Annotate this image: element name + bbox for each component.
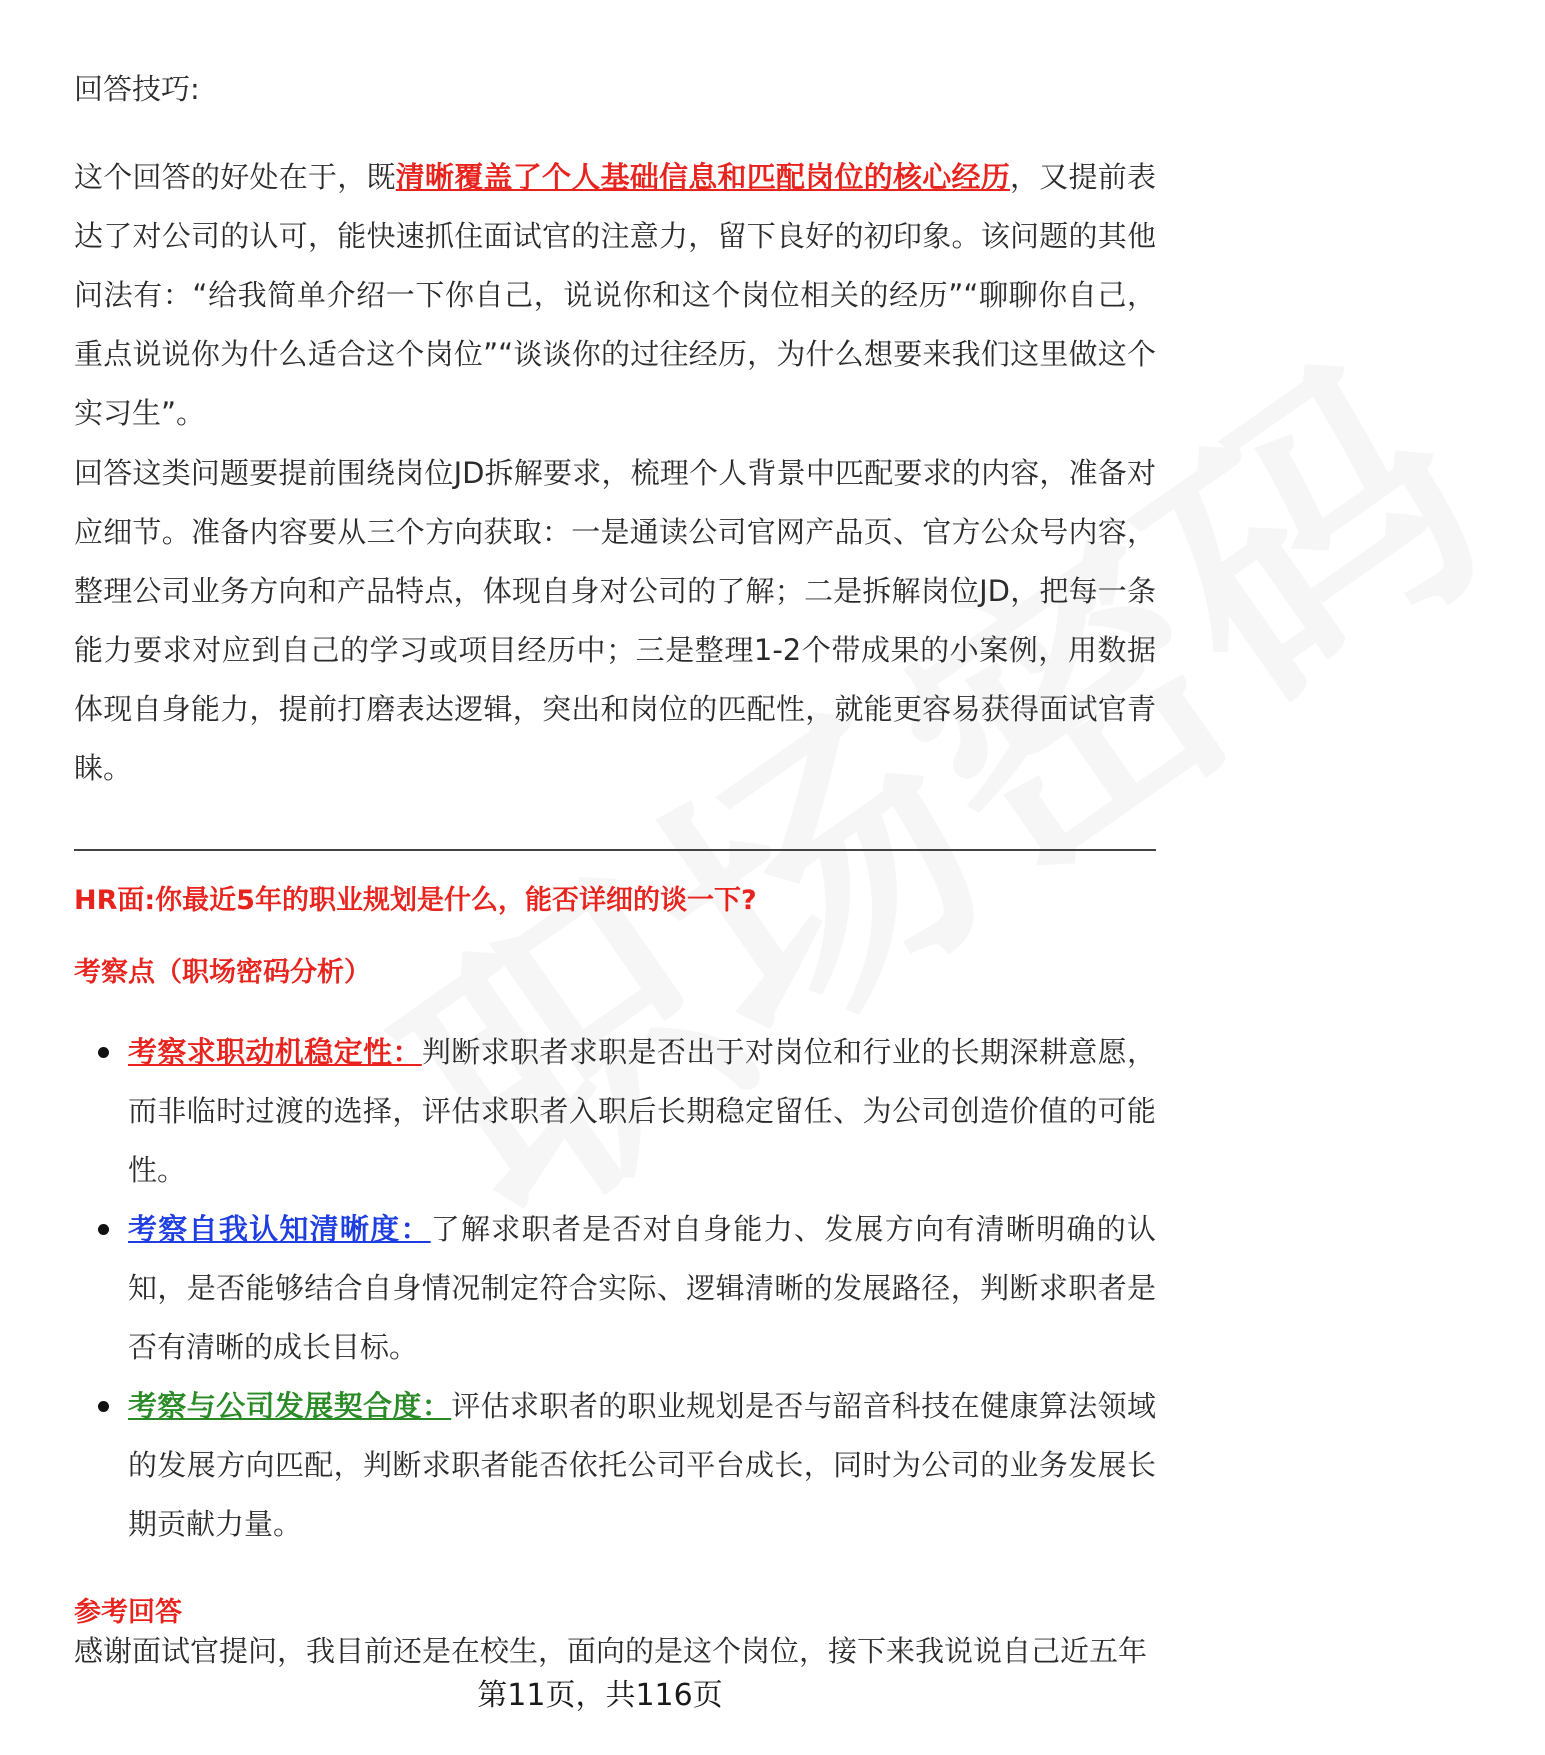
point-label: 考察求职动机稳定性：	[128, 1035, 422, 1069]
list-item	[74, 1377, 1156, 1554]
page-number: 第11页，共116页	[471, 1678, 728, 1713]
list-item	[74, 1200, 1156, 1377]
p1-before: 这个回答的好处在于，既	[74, 160, 396, 194]
tips-label: 回答技巧:	[74, 72, 200, 106]
point-label: 考察与公司发展契合度：	[128, 1389, 452, 1423]
answer-analysis-paragraph	[74, 148, 1156, 443]
page-number-footer	[0, 1670, 1200, 1714]
point-text: 了解求职者是否对自身能力、发展方向有清晰明确的认知，是否能够结合自身情况制定符合实际、逻辑清晰的发展路径，判断求职者是否有清晰的成长目标。	[128, 1212, 1156, 1364]
p1-after: ，又提前表达了对公司的认可，能快速抓住面试官的注意力，留下良好的初印象。该问题的其他问法有：“给我简单介绍一下你自己，说说你和这个岗位相关的经历”“聊聊你自己，重点说说你为什么适合这个岗位”“谈谈你的过往经历，为什么想要来我们这里做这个实习生”。	[74, 160, 1156, 430]
points-heading: 考察点（职场密码分析）	[74, 957, 371, 988]
list-item	[74, 1023, 1156, 1200]
points-list	[74, 1023, 1156, 1554]
p1-highlight: 清晰覆盖了个人基础信息和匹配岗位的核心经历	[395, 160, 1010, 194]
point-label: 考察自我认知清晰度：	[128, 1212, 431, 1246]
reference-heading: 参考回答	[74, 1597, 182, 1628]
point-text: 评估求职者的职业规划是否与韶音科技在健康算法领域的发展方向匹配，判断求职者能否依托公司平台成长，同时为公司的业务发展长期贡献力量。	[128, 1389, 1156, 1541]
section-divider	[74, 849, 1156, 851]
bullet-icon	[98, 1047, 109, 1058]
point-text: 判断求职者求职是否出于对岗位和行业的长期深耕意愿，而非临时过渡的选择，评估求职者入职后长期稳定留任、为公司创造价值的可能性。	[128, 1035, 1156, 1187]
preparation-paragraph: 回答这类问题要提前围绕岗位JD拆解要求，梳理个人背景中匹配要求的内容，准备对应细节。准备内容要从三个方向获取：一是通读公司官网产品页、官方公众号内容，整理公司业务方向和产品特点，体现自身对公司的了解；二是拆解岗位JD，把每一条能力要求对应到自己的学习或项目经历中；三是整理1-2个带成果的小案例，用数据体现自身能力，提前打磨表达逻辑，突出和岗位的匹配性，就能更容易获得面试官青睐。	[74, 456, 1156, 785]
bullet-icon	[98, 1401, 109, 1412]
question-title: HR面:你最近5年的职业规划是什么，能否详细的谈一下?	[74, 885, 757, 916]
reference-text: 感谢面试官提问，我目前还是在校生，面向的是这个岗位，接下来我说说自己近五年	[74, 1634, 1148, 1668]
bullet-icon	[98, 1224, 109, 1235]
